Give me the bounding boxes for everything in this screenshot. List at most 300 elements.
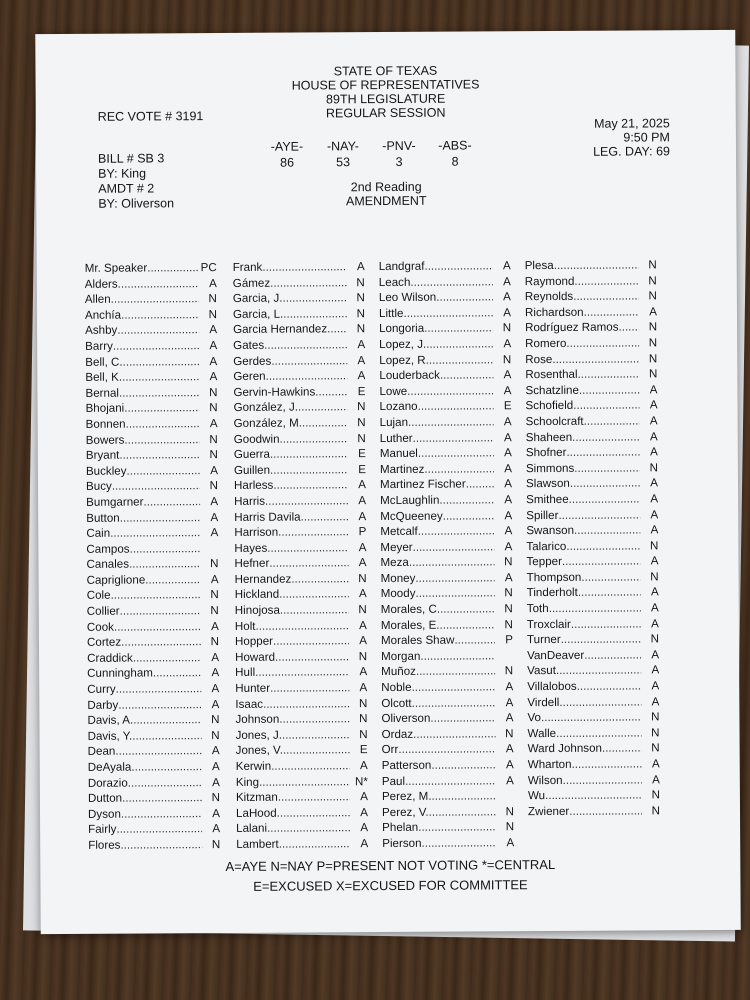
member-vote-row xyxy=(235,588,367,604)
member-vote: N xyxy=(651,710,660,724)
member-vote-row xyxy=(525,321,657,337)
member-vote: A xyxy=(359,759,368,773)
member-vote-row xyxy=(234,416,366,432)
member-name: Virdell xyxy=(527,695,560,709)
member-vote: E xyxy=(503,399,512,413)
member-vote-row xyxy=(234,525,366,541)
member-vote: N xyxy=(505,727,514,741)
dot-leader xyxy=(126,464,199,477)
member-vote-row xyxy=(233,354,365,370)
member-vote: A xyxy=(650,554,659,568)
dot-leader xyxy=(114,620,201,634)
member-name: Troxclair xyxy=(526,617,571,631)
member-name: Campos xyxy=(86,542,130,556)
member-name: Romero xyxy=(525,336,567,351)
member-name: Moody xyxy=(380,587,416,601)
member-vote-row xyxy=(85,339,217,355)
member-name: Wilson xyxy=(527,773,563,787)
dot-leader xyxy=(559,695,641,709)
member-vote-row xyxy=(525,368,657,384)
member-vote-row xyxy=(86,417,218,433)
member-vote-row xyxy=(525,305,657,321)
member-vote: A xyxy=(360,821,369,835)
dot-leader xyxy=(282,291,346,304)
member-vote-row xyxy=(235,650,367,666)
dot-leader xyxy=(116,682,202,696)
member-vote: A xyxy=(504,524,513,538)
member-vote: A xyxy=(503,415,512,429)
member-vote-row xyxy=(86,542,218,558)
member-vote: A xyxy=(212,822,221,836)
member-vote-row xyxy=(233,323,365,339)
dot-leader xyxy=(439,493,494,506)
dot-leader xyxy=(413,540,495,553)
member-vote-row xyxy=(380,556,512,572)
member-vote: N xyxy=(504,586,513,600)
member-vote-row xyxy=(526,555,658,571)
member-vote-row xyxy=(87,589,219,605)
dot-leader xyxy=(431,758,495,771)
dot-leader xyxy=(541,711,642,725)
member-vote-row xyxy=(380,524,512,540)
dot-leader xyxy=(263,697,349,711)
member-name: LaHood xyxy=(235,806,277,820)
member-name: Kerwin xyxy=(235,759,272,773)
member-name: Goodwin xyxy=(233,432,280,446)
header-line: STATE OF TEXAS xyxy=(333,63,438,79)
member-vote: A xyxy=(504,508,513,522)
dot-leader xyxy=(271,354,347,367)
member-name: Landgraf xyxy=(378,259,425,274)
member-name: Meyer xyxy=(380,540,413,554)
member-name: Bhojani xyxy=(85,401,125,416)
member-vote: N* xyxy=(354,774,368,788)
member-vote-row xyxy=(381,602,513,618)
member-vote-row xyxy=(382,821,514,837)
member-name: Toth xyxy=(526,602,549,616)
dot-leader xyxy=(112,479,200,493)
member-name: Garcia, L. xyxy=(232,307,284,321)
tally-nay xyxy=(318,138,368,170)
dot-leader xyxy=(121,807,202,820)
tally-label: -NAY- xyxy=(326,139,359,154)
member-vote-row xyxy=(380,509,512,525)
member-vote: N xyxy=(210,557,219,571)
dot-leader xyxy=(552,352,639,366)
member-name: Ordaz xyxy=(381,727,414,741)
member-name: Cain xyxy=(86,526,111,540)
member-name: Frank xyxy=(232,260,263,274)
dot-leader xyxy=(120,604,201,617)
member-vote: N xyxy=(208,292,217,306)
member-vote: A xyxy=(210,510,219,524)
dot-leader xyxy=(408,415,494,429)
dot-leader xyxy=(113,339,199,353)
member-vote: N xyxy=(650,570,659,584)
member-vote-row xyxy=(233,338,365,354)
member-vote: A xyxy=(211,760,220,774)
member-name: DeAyala xyxy=(87,760,132,774)
member-vote: A xyxy=(212,775,220,789)
member-vote: A xyxy=(358,494,367,508)
member-vote-row xyxy=(235,634,367,650)
member-name: Manuel xyxy=(379,446,418,461)
dot-leader xyxy=(412,680,496,694)
member-vote: N xyxy=(209,448,218,462)
header-line: 89TH LEGISLATURE xyxy=(325,91,446,107)
member-vote-row xyxy=(236,790,368,806)
member-vote-row xyxy=(235,666,367,682)
dot-leader xyxy=(413,431,494,444)
dot-leader xyxy=(115,745,201,759)
dot-leader xyxy=(561,633,641,646)
member-name: Zwiener xyxy=(527,804,570,818)
member-name: Darby xyxy=(87,698,119,712)
member-name: Leo Wilson xyxy=(378,290,437,305)
member-vote-row xyxy=(235,572,367,588)
dot-leader xyxy=(562,555,641,568)
member-vote: A xyxy=(649,414,658,428)
member-name: Button xyxy=(86,511,120,525)
dot-leader xyxy=(572,757,642,770)
member-vote: N xyxy=(208,307,218,321)
member-vote: N xyxy=(210,588,219,602)
member-name: Spiller xyxy=(526,508,559,522)
dot-leader xyxy=(418,524,495,537)
tally-pnv xyxy=(374,138,424,170)
member-vote: E xyxy=(359,743,368,757)
member-vote: A xyxy=(651,601,659,615)
tally-count: 8 xyxy=(451,154,459,169)
member-vote-row xyxy=(527,601,659,617)
rec-vote-number: REC VOTE # 3191 xyxy=(97,109,204,124)
member-vote: A xyxy=(357,353,366,367)
dot-leader xyxy=(122,791,202,804)
member-vote-row xyxy=(381,649,513,665)
dot-leader xyxy=(574,461,640,474)
member-vote-row xyxy=(526,477,658,493)
member-vote: A xyxy=(503,306,512,320)
member-vote-row xyxy=(380,540,512,556)
dot-leader xyxy=(269,557,348,570)
dot-leader xyxy=(566,539,640,552)
dot-leader xyxy=(578,586,641,599)
dot-leader xyxy=(424,322,493,335)
member-name: Lambert xyxy=(236,837,279,851)
member-vote: N xyxy=(211,838,221,852)
header-line: REGULAR SESSION xyxy=(325,105,446,121)
member-vote-row xyxy=(381,571,513,587)
dot-leader xyxy=(420,649,495,662)
member-name: Lozano xyxy=(379,400,418,414)
member-vote-row xyxy=(526,430,658,446)
member-vote-row xyxy=(382,758,514,774)
dot-leader xyxy=(153,667,201,680)
dot-leader xyxy=(283,744,350,757)
member-vote: A xyxy=(210,572,219,586)
member-name: Davis, Y. xyxy=(87,729,133,743)
member-vote: A xyxy=(358,509,367,523)
member-name: Morales, C. xyxy=(380,602,441,617)
member-vote: N xyxy=(648,289,657,303)
member-vote-row xyxy=(527,648,659,664)
dot-leader xyxy=(128,776,202,789)
member-vote: N xyxy=(648,351,658,365)
member-vote-row xyxy=(235,712,367,728)
dot-leader xyxy=(279,588,349,601)
dot-leader xyxy=(327,323,347,336)
member-vote-row xyxy=(85,308,217,324)
member-vote: A xyxy=(651,648,660,662)
roster-column xyxy=(85,261,221,854)
member-vote-row xyxy=(382,774,514,790)
dot-leader xyxy=(273,479,348,492)
dot-leader xyxy=(440,602,495,615)
dot-leader xyxy=(407,384,493,398)
dot-leader xyxy=(566,446,639,459)
member-name: Pierson xyxy=(382,836,422,851)
member-vote: N xyxy=(359,727,368,741)
member-vote-row xyxy=(380,400,512,416)
member-vote: N xyxy=(505,805,515,819)
member-vote: N xyxy=(359,712,368,726)
member-name: Bumgarner xyxy=(86,495,144,509)
member-name: Olcott xyxy=(381,696,412,710)
member-name: Johnson xyxy=(235,712,280,727)
member-vote: A xyxy=(503,383,512,398)
member-name: Longoria xyxy=(379,322,425,336)
member-name: Bowers xyxy=(85,433,125,447)
dot-leader xyxy=(549,602,641,616)
member-vote-row xyxy=(527,664,659,680)
member-vote-row xyxy=(235,619,367,635)
member-name: Lowe xyxy=(379,384,408,398)
member-vote-row xyxy=(380,493,512,509)
member-name: Swanson xyxy=(526,523,575,538)
tally-count: 53 xyxy=(336,155,351,170)
member-vote-row xyxy=(379,322,511,338)
member-name: Noble xyxy=(381,680,412,695)
member-name: Tinderholt xyxy=(526,586,578,600)
dot-leader xyxy=(270,276,347,289)
reading-stage: 2nd Reading xyxy=(350,179,422,195)
member-vote-row xyxy=(234,432,366,448)
member-name: Hopper xyxy=(234,634,274,649)
member-name: VanDeaver xyxy=(527,648,585,662)
member-vote: A xyxy=(505,680,514,694)
dot-leader xyxy=(584,648,641,661)
member-vote: A xyxy=(359,634,368,648)
member-name: Richardson xyxy=(524,305,584,319)
dot-leader xyxy=(584,414,640,427)
member-vote: A xyxy=(504,493,513,507)
member-vote: A xyxy=(360,837,369,851)
member-name: Gates xyxy=(233,338,265,352)
member-vote-row xyxy=(86,511,218,527)
member-name: Geren xyxy=(233,369,266,384)
member-vote: E xyxy=(358,447,366,461)
member-name: Jones, V. xyxy=(235,744,283,758)
dot-leader xyxy=(124,433,199,446)
member-vote: A xyxy=(505,711,514,725)
member-vote-row xyxy=(234,478,366,494)
member-vote-row xyxy=(381,665,513,681)
dot-leader xyxy=(118,698,201,712)
member-name: Capriglione xyxy=(86,573,146,587)
member-vote: A xyxy=(211,697,220,711)
dot-leader xyxy=(418,400,494,413)
member-name: Plesa xyxy=(524,258,554,273)
member-vote-row xyxy=(380,446,512,462)
member-vote: A xyxy=(356,260,365,274)
member-vote: A xyxy=(360,790,368,804)
dot-leader xyxy=(262,260,346,274)
member-vote-row xyxy=(85,323,217,339)
dot-leader xyxy=(554,258,639,272)
member-name: Fairly xyxy=(88,823,117,837)
member-vote-row xyxy=(233,260,365,276)
dot-leader xyxy=(439,618,494,631)
member-vote: P xyxy=(358,525,367,539)
dot-leader xyxy=(110,526,200,540)
member-vote-row xyxy=(236,822,368,838)
dot-leader xyxy=(273,634,349,647)
member-name: Howard xyxy=(235,650,276,664)
member-vote-row xyxy=(525,399,657,415)
member-name: Luther xyxy=(379,431,413,445)
member-name: Tepper xyxy=(526,555,562,569)
dot-leader xyxy=(579,383,640,396)
member-vote-row xyxy=(88,791,220,807)
dot-leader xyxy=(283,307,347,320)
member-vote: N xyxy=(357,416,366,430)
motion-type: AMENDMENT xyxy=(345,193,427,209)
member-vote-row xyxy=(87,651,219,667)
member-vote: A xyxy=(359,618,367,632)
tally-label: -PNV- xyxy=(382,138,416,154)
member-name: Barry xyxy=(85,339,113,353)
member-vote-row xyxy=(236,728,368,744)
dot-leader xyxy=(556,726,642,740)
member-name: Shofner xyxy=(525,446,567,460)
member-vote: A xyxy=(506,836,515,850)
dot-leader xyxy=(120,838,202,851)
dot-leader xyxy=(571,617,641,630)
dot-leader xyxy=(429,353,493,366)
member-vote: N xyxy=(211,791,220,805)
member-vote: N xyxy=(209,401,218,415)
member-name: Louderback xyxy=(379,368,440,383)
member-vote: A xyxy=(359,681,368,695)
member-vote: N xyxy=(209,385,218,399)
member-name: Reynolds xyxy=(524,290,574,304)
dot-leader xyxy=(573,399,639,412)
dot-leader xyxy=(315,385,347,398)
member-vote: A xyxy=(505,695,514,709)
member-vote-row xyxy=(379,259,511,275)
dot-leader xyxy=(264,338,347,352)
vote-legend-codes: A=AYE N=NAY P=PRESENT NOT VOTING *=CENTRAL xyxy=(225,856,556,874)
member-vote: N xyxy=(651,804,661,818)
dot-leader xyxy=(574,524,640,537)
dot-leader xyxy=(569,804,642,817)
member-vote-row xyxy=(527,633,659,649)
member-vote-row xyxy=(528,757,660,773)
tally-count: 86 xyxy=(280,155,295,170)
member-name: Allen xyxy=(84,292,111,307)
member-vote: A xyxy=(649,305,658,319)
dot-leader xyxy=(570,477,640,490)
roster-column xyxy=(233,260,369,853)
member-name: Bucy xyxy=(85,479,112,494)
member-vote: N xyxy=(651,788,660,802)
member-name: Garcia Hernandez xyxy=(233,322,328,337)
dot-leader xyxy=(418,446,494,459)
member-vote: A xyxy=(211,666,220,680)
member-vote: A xyxy=(504,461,512,476)
member-vote-row xyxy=(382,727,514,743)
member-vote-row xyxy=(234,494,366,510)
member-vote-row xyxy=(234,447,366,463)
dot-leader xyxy=(440,369,493,382)
member-vote-row xyxy=(526,461,658,477)
member-vote: E xyxy=(358,462,366,476)
member-vote: A xyxy=(651,757,660,771)
member-vote-row xyxy=(85,386,217,402)
member-name: Lalani xyxy=(236,822,268,836)
member-name: Little xyxy=(378,306,404,320)
member-vote-row xyxy=(234,541,366,557)
member-vote-row xyxy=(236,775,368,791)
member-name: Anchía xyxy=(84,308,122,322)
member-vote-row xyxy=(381,618,513,634)
member-vote-row xyxy=(382,743,514,759)
member-vote-row xyxy=(526,445,658,461)
member-vote-row xyxy=(86,401,218,417)
member-vote-row xyxy=(526,414,658,430)
member-vote: E xyxy=(357,384,366,398)
member-name: Raymond xyxy=(524,274,575,288)
dot-leader xyxy=(443,509,495,522)
member-name: Cole xyxy=(86,589,111,603)
member-name: Dutton xyxy=(87,791,123,806)
member-name: Bell, C. xyxy=(85,355,123,369)
dot-leader xyxy=(577,679,642,692)
member-vote-row xyxy=(380,415,512,431)
member-vote-row xyxy=(235,697,367,713)
member-name: Gámez xyxy=(232,276,271,290)
dot-leader xyxy=(573,290,639,303)
member-vote-row xyxy=(527,695,659,711)
member-vote-row xyxy=(86,433,218,449)
member-vote: A xyxy=(504,477,513,491)
member-name: Cunningham xyxy=(87,666,153,681)
dot-leader xyxy=(130,542,201,555)
member-name: Ashby xyxy=(85,324,118,338)
dot-leader xyxy=(131,760,201,773)
member-vote-row xyxy=(87,713,219,729)
member-vote-row xyxy=(233,291,365,307)
member-vote-row xyxy=(527,679,659,695)
member-vote: N xyxy=(649,461,658,475)
dot-leader xyxy=(581,570,640,583)
dot-leader xyxy=(259,775,350,789)
member-vote-row xyxy=(381,711,513,727)
tally-count: 3 xyxy=(395,154,403,169)
member-vote-row xyxy=(233,385,365,401)
dot-leader xyxy=(116,823,202,837)
vote-time: 9:50 PM xyxy=(623,130,670,145)
